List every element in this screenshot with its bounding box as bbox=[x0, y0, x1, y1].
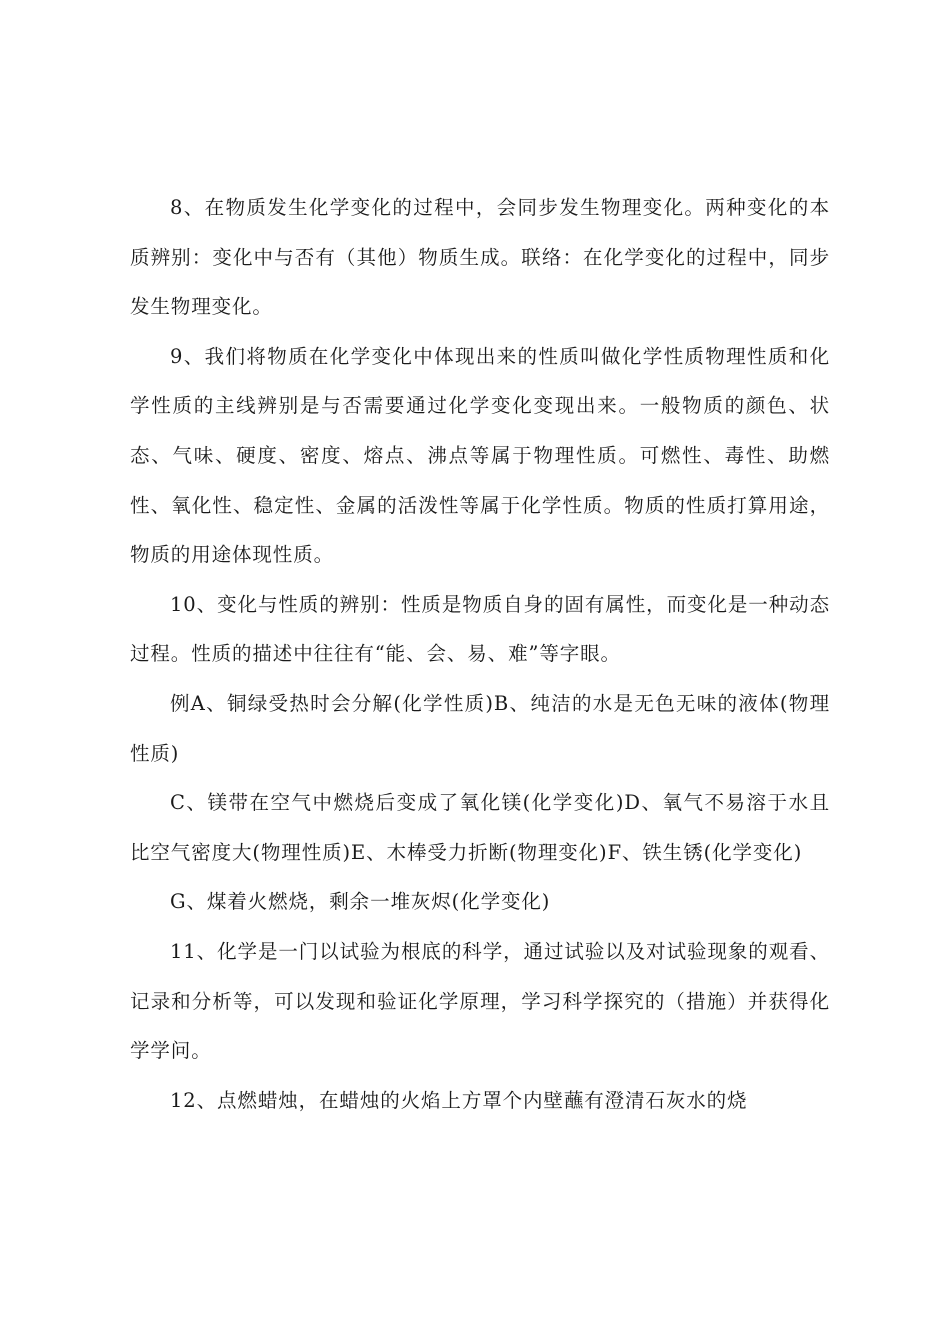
document-body bbox=[130, 183, 830, 1125]
paragraph-8: 8、在物质发生化学变化的过程中，会同步发生物理变化。两种变化的本质辨别：变化中与否有（其他）物质生成。联络：在化学变化的过程中，同步发生物理变化。 bbox=[130, 196, 830, 319]
example-g: G、煤着火燃烧，剩余一堆灰烬(化学变化) bbox=[170, 890, 551, 914]
paragraph-12: 12、点燃蜡烛，在蜡烛的火焰上方罩个内壁蘸有澄清石灰水的烧 bbox=[170, 1088, 748, 1112]
example-c-f: C、镁带在空气中燃烧后变成了氧化镁(化学变化)D、氧气不易溶于水且比空气密度大(物理性质)E、木棒受力折断(物理变化)F、铁生锈(化学变化) bbox=[130, 791, 830, 864]
example-a-b: 例A、铜绿受热时会分解(化学性质)B、纯洁的水是无色无味的液体(物理性质) bbox=[130, 691, 830, 765]
paragraph-11: 11、化学是一门以试验为根底的科学，通过试验以及对试验现象的观看、记录和分析等，可以发现和验证化学原理，学习科学探究的（措施）并获得化学学问。 bbox=[130, 939, 830, 1063]
paragraph-9: 9、我们将物质在化学变化中体现出来的性质叫做化学性质物理性质和化学性质的主线辨别是与否需要通过化学变化变现出来。一般物质的颜色、状态、气味、硬度、密度、熔点、沸点等属于物理性质。可燃性、毒性、助燃性、氧化性、稳定性、金属的活泼性等属于化学性质。物质的性质打算用途，物质的用途体现性质。 bbox=[130, 344, 830, 567]
paragraph-10: 10、变化与性质的辨别：性质是物质自身的固有属性，而变化是一种动态过程。性质的描述中往往有“能、会、易、难”等字眼。 bbox=[130, 592, 830, 666]
